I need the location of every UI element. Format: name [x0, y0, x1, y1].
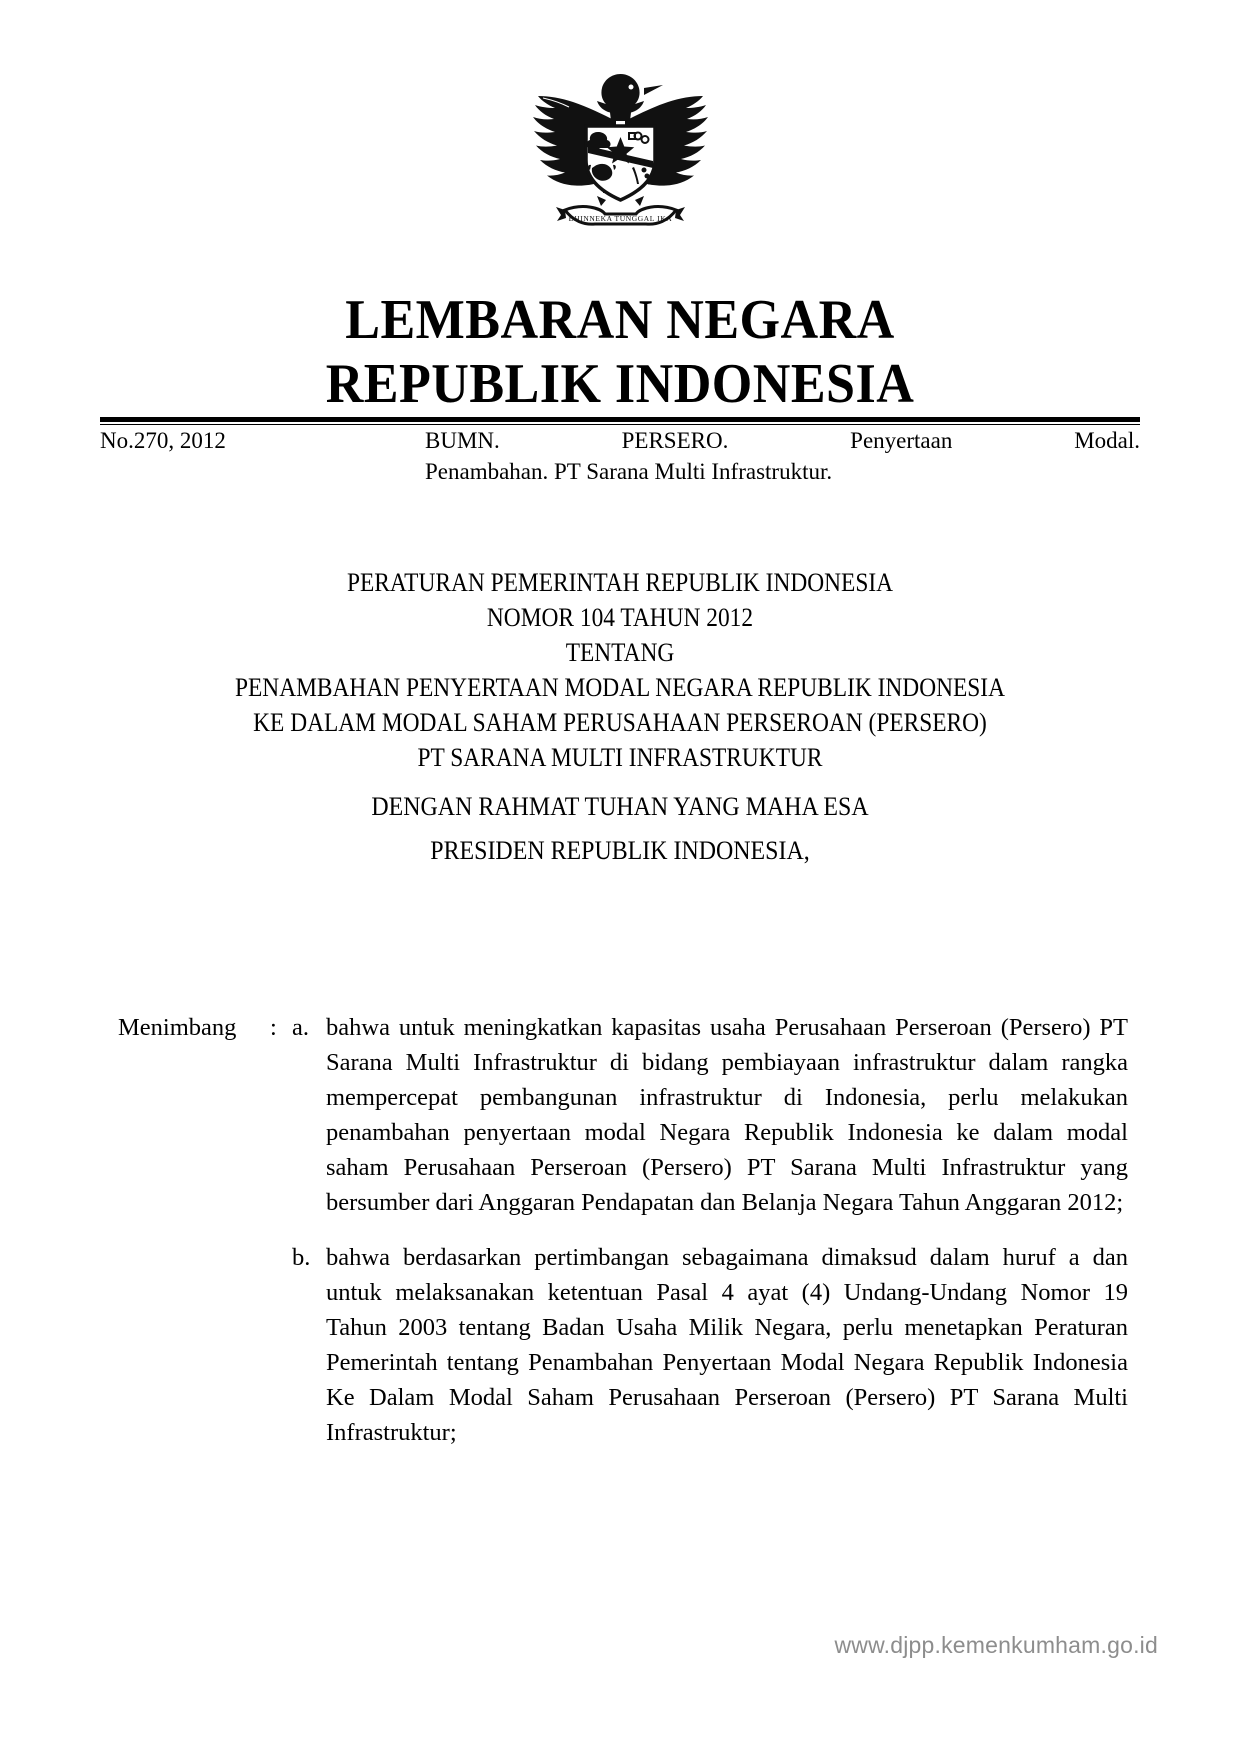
- considerans-item-a: [118, 1010, 1128, 1220]
- preamble-line-1: DENGAN RAHMAT TUHAN YANG MAHA ESA: [371, 792, 869, 821]
- title-line-1: PERATURAN PEMERINTAH REPUBLIK INDONESIA: [346, 568, 894, 597]
- regulation-title-block: [100, 565, 1140, 775]
- title-line-4: PENAMBAHAN PENYERTAAN MODAL NEGARA REPUBLIK INDONESIA: [234, 673, 1006, 702]
- considerans-letter-b: b.: [292, 1244, 311, 1271]
- considerans-text-b: bahwa berdasarkan pertimbangan sebagaimana dimaksud dalam huruf a dan untuk melaksanakan ketentuan Pasal 4 ayat (4) Undang-Undang Nomor 19 Tahun 2003 tentang Badan Usaha Milik Negara, perlu menetapkan Peraturan Pemerintah tentang Penambahan Penyertaan Modal Negara Republik Indonesia Ke Dalam Modal Saham Perusahaan Perseroan (Persero) PT Sarana Multi Infrastruktur;: [326, 1244, 1128, 1446]
- gazette-subject: [425, 425, 1140, 487]
- considerans-label: Menimbang: [118, 1014, 237, 1041]
- title-line-6: PT SARANA MULTI INFRASTRUKTUR: [417, 743, 823, 772]
- preamble-block: [100, 785, 1140, 873]
- gazette-subject-line-1: BUMN. PERSERO. Penyertaan Modal.: [425, 428, 1140, 453]
- motto-text: BHINNEKA TUNGGAL IKA: [568, 214, 672, 223]
- gazette-header-row: [100, 425, 1140, 487]
- considerans-text-a: bahwa untuk meningkatkan kapasitas usaha Perusahaan Perseroan (Persero) PT Sarana Multi Infrastruktur di bidang pembiayaan infrastruktur dalam rangka mempercepat pembangunan infrastruktur di Indonesia, perlu melakukan penambahan penyertaan modal Negara Republik Indonesia ke dalam modal saham Perusahaan Perseroan (Persero) PT Sarana Multi Infrastruktur yang bersumber dari Anggaran Pendapatan dan Belanja Negara Tahun Anggaran 2012;: [326, 1014, 1128, 1216]
- title-line-3: TENTANG: [565, 638, 675, 667]
- masthead-line-1: LEMBARAN NEGARA: [345, 289, 895, 351]
- gazette-subject-line-2: Penambahan. PT Sarana Multi Infrastruktur.: [425, 459, 833, 484]
- title-line-5: KE DALAM MODAL SAHAM PERUSAHAAN PERSEROAN (PERSERO): [253, 708, 987, 737]
- footer-watermark: www.djpp.kemenkumham.go.id: [834, 1632, 1158, 1658]
- masthead-divider-rule: [100, 417, 1140, 422]
- gazette-number: No.270, 2012: [100, 428, 226, 453]
- masthead-line-2: REPUBLIK INDONESIA: [325, 353, 915, 415]
- garuda-pancasila-emblem: [513, 62, 728, 277]
- masthead: [0, 288, 1240, 416]
- considerans-block: [118, 1010, 1128, 1450]
- emblem-container: [0, 62, 1240, 282]
- preamble-line-2: PRESIDEN REPUBLIK INDONESIA,: [430, 836, 810, 865]
- title-line-2: NOMOR 104 TAHUN 2012: [486, 603, 754, 632]
- considerans-colon: :: [270, 1014, 277, 1041]
- considerans-item-b: [118, 1240, 1128, 1450]
- considerans-letter-a: a.: [292, 1014, 309, 1041]
